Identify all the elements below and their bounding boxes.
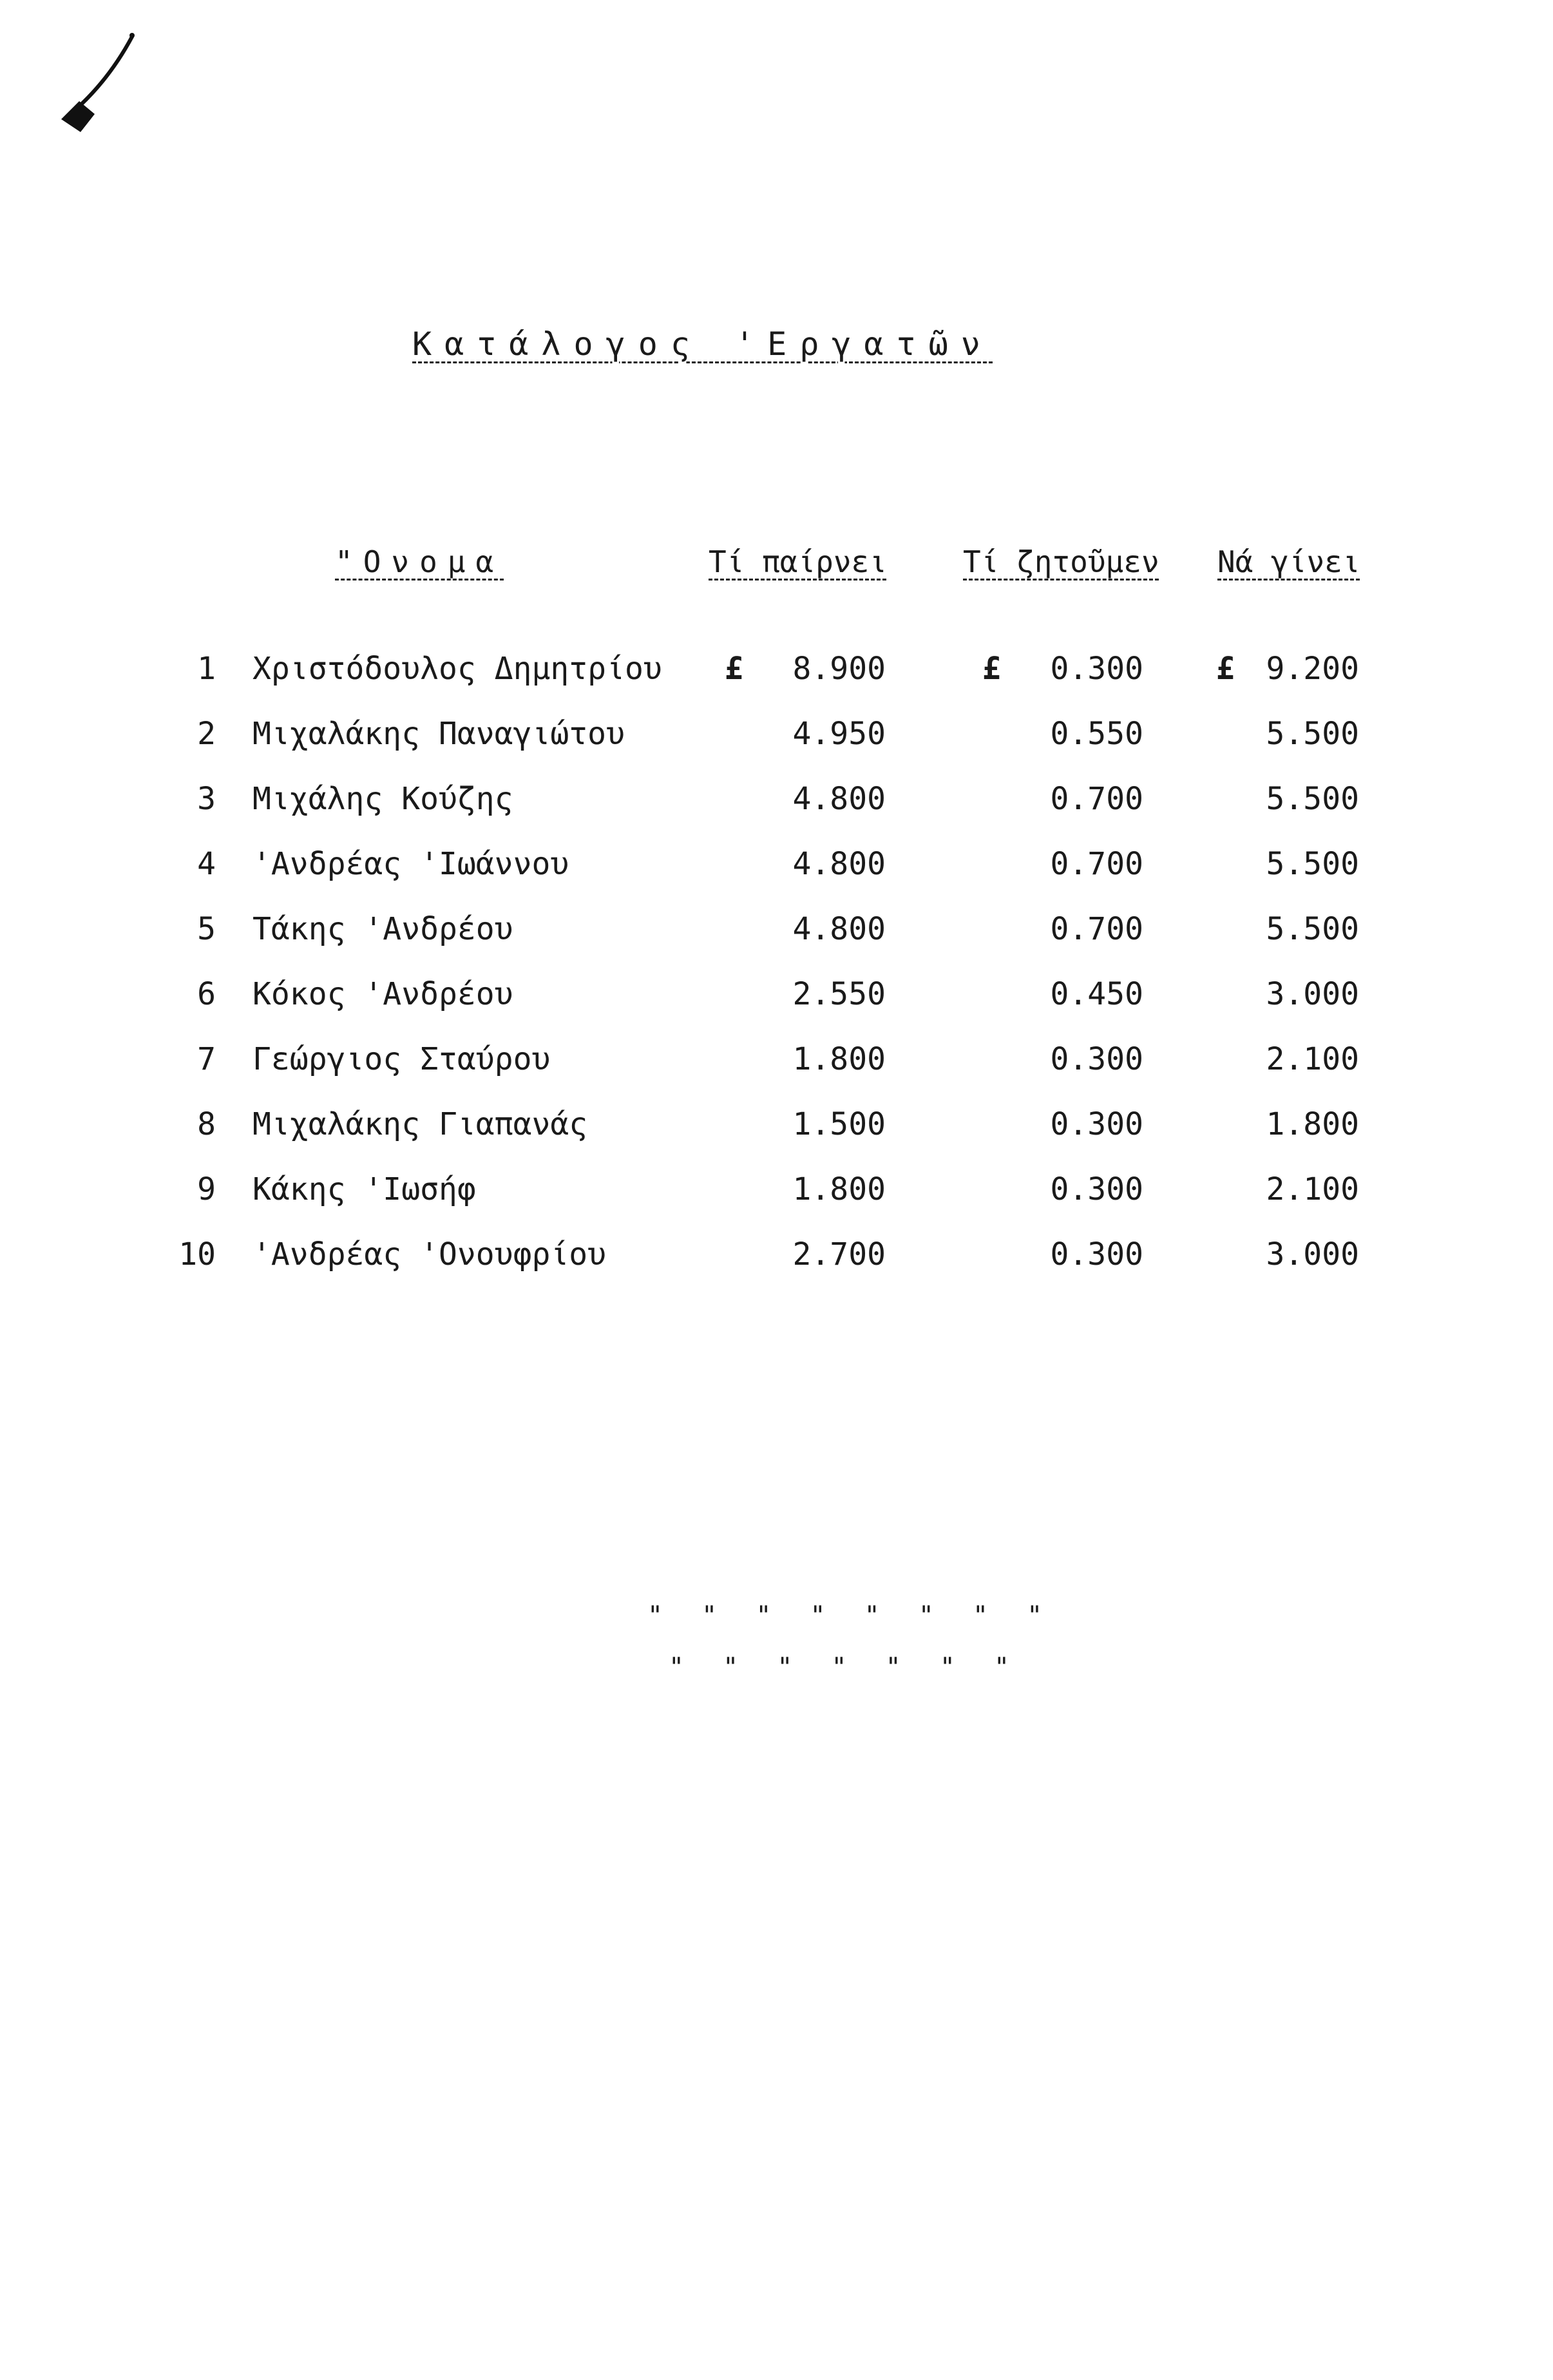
row-number: 8	[197, 1106, 216, 1142]
row-number: 6	[197, 976, 216, 1012]
row-number: 7	[197, 1041, 216, 1077]
table-row	[0, 846, 1553, 911]
ditto-marks-line: " " " " " " "	[669, 1653, 1022, 1682]
paid-amount: 1.800	[792, 1171, 886, 1207]
asked-amount: 0.700	[1050, 911, 1143, 947]
worker-name: Μιχαλάκης Παναγιώτου	[252, 716, 625, 752]
row-number: 10	[178, 1236, 216, 1272]
header-paid: Τί παίρνει	[709, 544, 887, 579]
paid-amount: 4.950	[792, 716, 886, 752]
table-row	[0, 976, 1553, 1041]
row-number: 4	[197, 846, 216, 882]
ditto-marks-line: " " " " " " " "	[647, 1601, 1054, 1631]
workers-table	[0, 651, 1553, 1301]
asked-amount: 0.300	[1050, 1236, 1143, 1272]
table-row	[0, 911, 1553, 976]
worker-name: Μιχαλάκης Γιαπανάς	[252, 1106, 588, 1142]
asked-amount: 0.300	[1050, 1041, 1143, 1077]
header-name: "Ονομα	[335, 544, 504, 579]
worker-name: Μιχάλης Κούζης	[252, 781, 513, 817]
header-new: Νά γίνει	[1217, 544, 1360, 579]
new-amount: 2.100	[1266, 1041, 1359, 1077]
asked-amount: 0.300	[1050, 1171, 1143, 1207]
asked-amount: 0.550	[1050, 716, 1143, 752]
new-amount: 5.500	[1266, 781, 1359, 817]
paid-amount: 1.800	[792, 1041, 886, 1077]
table-row	[0, 781, 1553, 846]
table-row	[0, 651, 1553, 716]
new-amount: 3.000	[1266, 976, 1359, 1012]
header-asked: Τί ζητοῦμεν	[963, 544, 1159, 579]
paid-amount: 2.700	[792, 1236, 886, 1272]
asked-amount: 0.700	[1050, 846, 1143, 882]
currency-symbol: £	[982, 651, 1001, 687]
new-amount: 5.500	[1266, 716, 1359, 752]
asked-amount: 0.700	[1050, 781, 1143, 817]
paid-amount: 1.500	[792, 1106, 886, 1142]
new-amount: 2.100	[1266, 1171, 1359, 1207]
worker-name: 'Ανδρέας 'Ονουφρίου	[252, 1236, 607, 1272]
worker-name: 'Ανδρέας 'Ιωάννου	[252, 846, 569, 882]
table-row	[0, 716, 1553, 781]
table-row	[0, 1106, 1553, 1171]
asked-amount: 0.450	[1050, 976, 1143, 1012]
asked-amount: 0.300	[1050, 1106, 1143, 1142]
currency-symbol: £	[1216, 651, 1235, 687]
row-number: 1	[197, 651, 216, 687]
worker-name: Κάκης 'Ιωσήφ	[252, 1171, 476, 1207]
table-row	[0, 1041, 1553, 1106]
paid-amount: 4.800	[792, 781, 886, 817]
row-number: 9	[197, 1171, 216, 1207]
row-number: 2	[197, 716, 216, 752]
ink-mark-icon	[35, 29, 151, 132]
row-number: 3	[197, 781, 216, 817]
new-amount: 3.000	[1266, 1236, 1359, 1272]
worker-name: Γεώργιος Σταύρου	[252, 1041, 551, 1077]
table-row	[0, 1171, 1553, 1236]
table-row	[0, 1236, 1553, 1301]
page-title: Κατάλογος 'Εργατῶν	[412, 325, 993, 363]
new-amount: 1.800	[1266, 1106, 1359, 1142]
worker-name: Τάκης 'Ανδρέου	[252, 911, 513, 947]
paid-amount: 2.550	[792, 976, 886, 1012]
worker-name: Χριστόδουλος Δημητρίου	[252, 651, 662, 687]
new-amount: 5.500	[1266, 911, 1359, 947]
paid-amount: 4.800	[792, 846, 886, 882]
new-amount: 9.200	[1266, 651, 1359, 687]
currency-symbol: £	[725, 651, 743, 687]
new-amount: 5.500	[1266, 846, 1359, 882]
asked-amount: 0.300	[1050, 651, 1143, 687]
worker-name: Κόκος 'Ανδρέου	[252, 976, 513, 1012]
row-number: 5	[197, 911, 216, 947]
paid-amount: 8.900	[792, 651, 886, 687]
paid-amount: 4.800	[792, 911, 886, 947]
